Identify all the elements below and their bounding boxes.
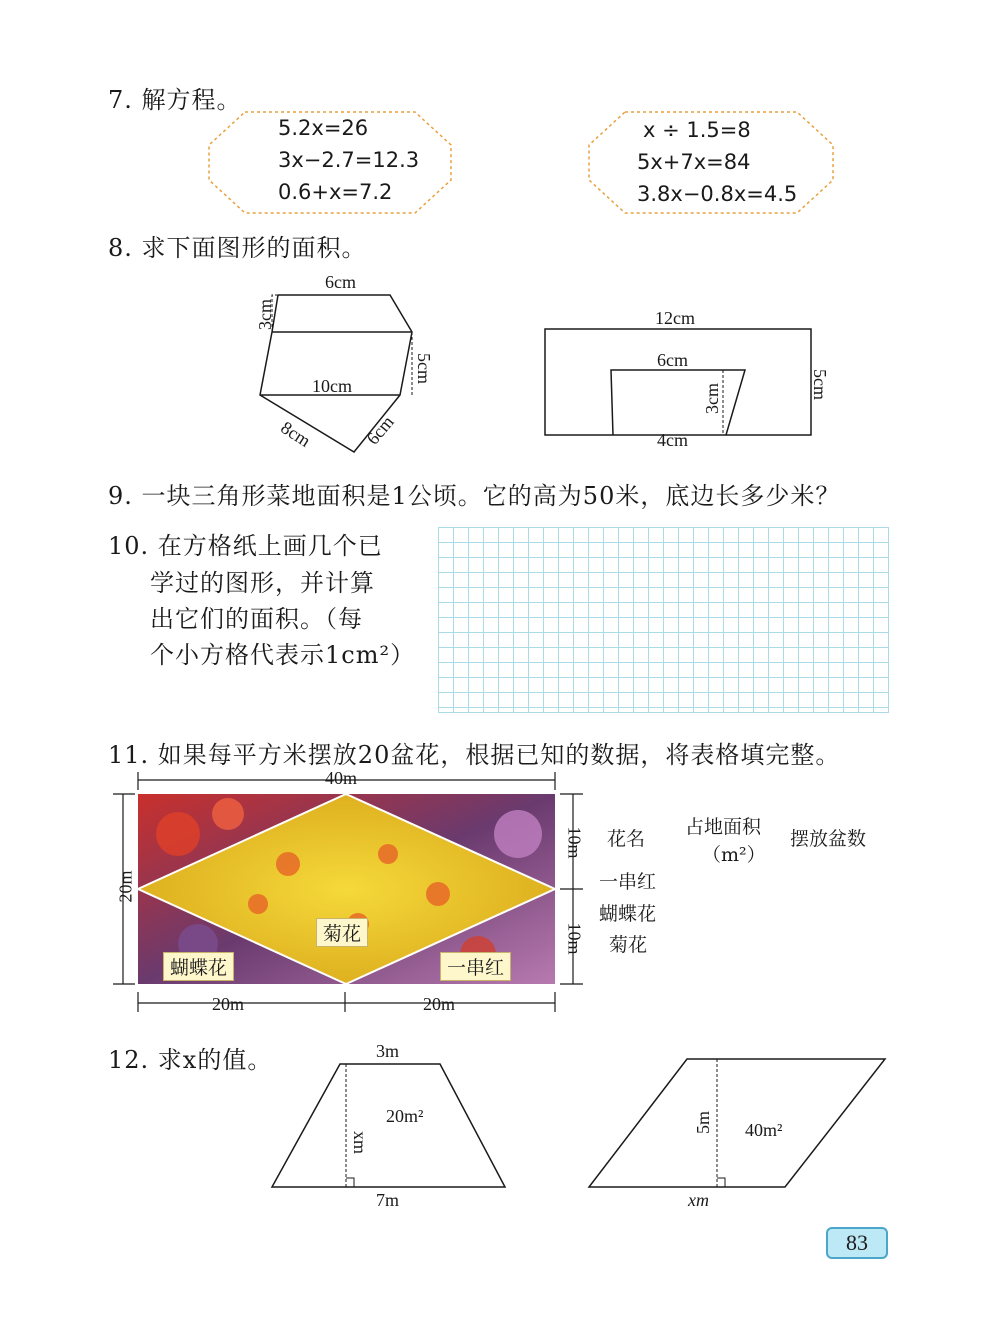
parallelogram-figure [585,1055,890,1195]
q7-eq-5: 5x+7x=84 [637,150,751,174]
fig1-right-label: 5cm [414,353,434,384]
q11-left-dim: 20m [115,870,136,903]
fig1-br-label: 6cm [362,411,398,449]
q7-eq-3: 0.6+x=7.2 [278,180,393,204]
fig2-inner-bottom-label: 4cm [657,430,688,450]
fig2-inner-height-label: 3cm [702,383,722,414]
table-row-scarlet-sage: 一串红 [599,871,657,893]
tag-butterfly-flower: 蝴蝶花 [163,952,234,981]
table-header-count: 摆放盆数 [790,828,867,850]
q8-figure-2 [540,325,820,445]
q7-eq-2: 3x−2.7=12.3 [278,148,420,172]
fig2-top-label: 12cm [655,308,695,328]
para-height-label: 5m [693,1110,714,1135]
q11-bottom-left-dim: 20m [212,994,245,1014]
table-row-chrysanthemum: 菊花 [609,934,648,956]
q11-title: 11. 如果每平方米摆放20盆花，根据已知的数据，将表格填完整。 [108,741,841,769]
table-header-area-unit: （m²） [702,844,766,866]
fig1-mid-label: 10cm [312,376,352,396]
q7-eq-1: 5.2x=26 [278,116,369,140]
table-header-area: 占地面积 [685,816,762,838]
trap-area-label: 20m² [386,1106,424,1126]
fig2-inner-top-label: 6cm [657,350,688,370]
q12-title: 12. 求x的值。 [108,1046,273,1074]
q9-title: 9. 一块三角形菜地面积是1公顷。它的高为50米，底边长多少米？ [108,482,841,510]
fig2-right-label: 5cm [810,369,830,400]
para-base-label: xm [688,1190,709,1210]
q11-top-dim: 40m [325,768,358,788]
grid-paper[interactable] [438,527,889,713]
q10-line-1: 10. 在方格纸上画几个已 [108,532,383,560]
trap-height-label: xm [350,1130,371,1155]
fig1-left-label: 3cm [255,299,275,330]
q11-right-bottom-dim: 10m [564,922,585,955]
fig1-bl-label: 8cm [277,417,315,451]
q11-bottom-right-dim: 20m [423,994,456,1014]
trap-top-label: 3m [376,1041,400,1061]
trapezoid-figure [268,1060,513,1195]
q10-line-4: 个小方格代表示1cm²） [150,641,416,669]
q8-title: 8. 求下面图形的面积。 [108,234,367,262]
q7-eq-4: x ÷ 1.5=8 [643,118,751,142]
para-area-label: 40m² [745,1120,783,1140]
tag-scarlet-sage: 一串红 [440,952,511,981]
page-number: 83 [826,1227,888,1259]
q7-eq-6: 3.8x−0.8x=4.5 [637,182,798,206]
q10-line-3: 出它们的面积。（每 [150,605,363,633]
table-header-name: 花名 [607,828,646,850]
q7-title: 7. 解方程。 [108,86,242,114]
fig1-top-label: 6cm [325,272,356,292]
trap-bottom-label: 7m [376,1190,400,1210]
q10-line-2: 学过的图形，并计算 [150,569,375,597]
tag-chrysanthemum: 菊花 [316,918,368,947]
q11-right-top-dim: 10m [564,826,585,859]
table-row-butterfly-flower: 蝴蝶花 [599,903,657,925]
